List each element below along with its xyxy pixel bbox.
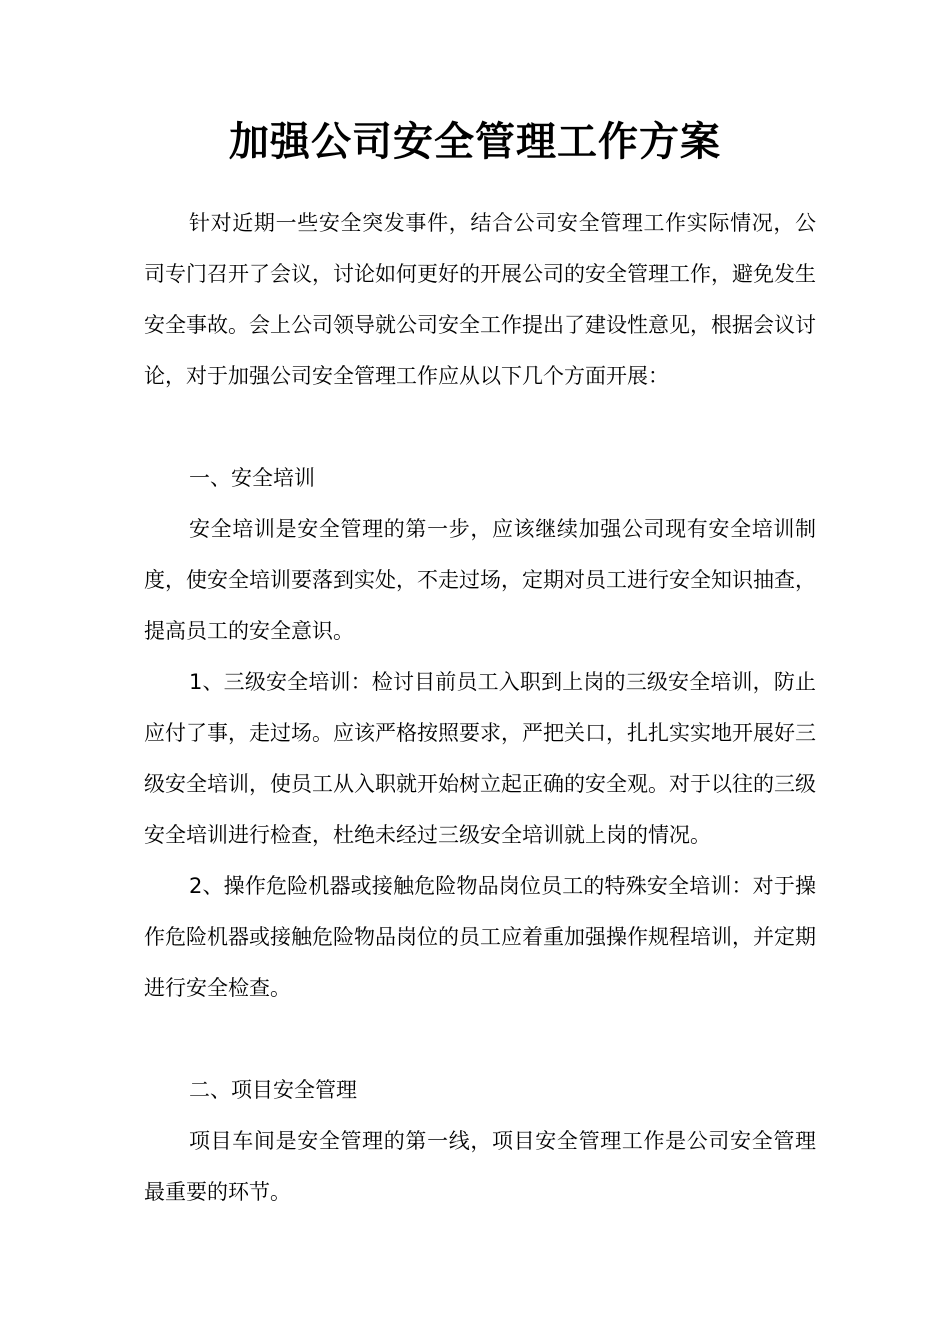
section-1-paragraph: 安全培训是安全管理的第一步，应该继续加强公司现有安全培训制度，使安全培训要落到实处，不走过场，定期对员工进行安全知识抽查，提高员工的安全意识。 xyxy=(144,517,816,643)
section-spacer xyxy=(144,1014,816,1065)
section-1-item-1: 1、三级安全培训：检讨目前员工入职到上岗的三级安全培训，防止应付了事，走过场。应该严格按照要求，严把关口，扎扎实实地开展好三级安全培训，使员工从入职就开始树立起正确的安全观。对于以往的三级安全培训进行检查，杜绝未经过三级安全培训就上岗的情况。 xyxy=(144,670,816,847)
section-2-heading: 二、项目安全管理 xyxy=(189,1078,357,1102)
section-1-heading: 一、安全培训 xyxy=(189,466,315,490)
document-body xyxy=(144,198,816,1218)
section-2-paragraph: 项目车间是安全管理的第一线，项目安全管理工作是公司安全管理最重要的环节。 xyxy=(144,1129,816,1204)
document-title: 加强公司安全管理工作方案 xyxy=(229,119,721,165)
section-spacer xyxy=(144,402,816,453)
intro-paragraph: 针对近期一些安全突发事件，结合公司安全管理工作实际情况，公司专门召开了会议，讨论如何更好的开展公司的安全管理工作，避免发生安全事故。会上公司领导就公司安全工作提出了建设性意见，根据会议讨论，对于加强公司安全管理工作应从以下几个方面开展： xyxy=(144,211,816,388)
section-1-item-2: 2、操作危险机器或接触危险物品岗位员工的特殊安全培训：对于操作危险机器或接触危险物品岗位的员工应着重加强操作规程培训，并定期进行安全检查。 xyxy=(144,874,816,1000)
